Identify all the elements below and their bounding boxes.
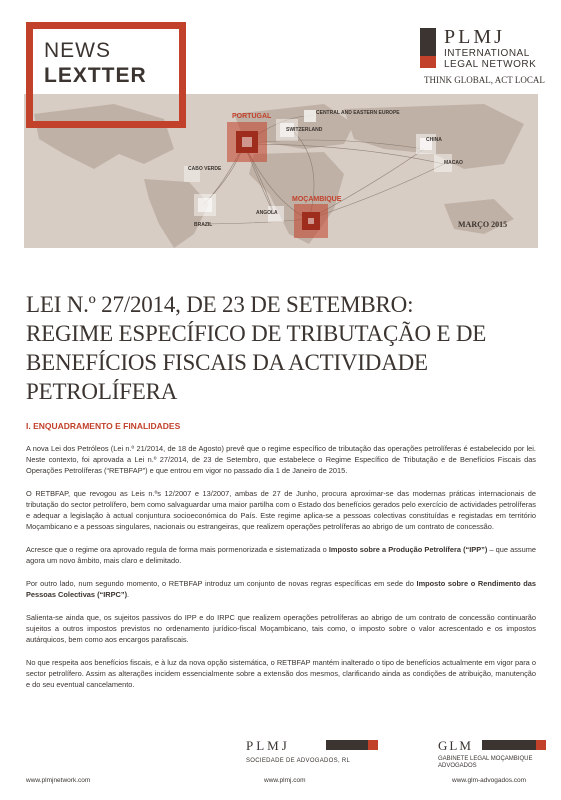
brand-line-legal-network: LEGAL NETWORK [444,59,537,70]
page-title [26,290,546,406]
brand-network [444,48,536,70]
footer-logo-plmj [246,738,350,764]
issue-date: MARÇO 2015 [458,220,508,229]
footer-glm-sub-2: ADVOGADOS [438,763,477,769]
paragraph-5: Salienta-se ainda que, os sujeitos passivos do IPP e do IRPC que realizem operações petrolíferas ao abrigo de um contrato de concessão continuarão sujeitos a outros impostos previstos no ordenamento jurídico-fiscal Moçambicano, tais como, o imposto sobre o valor acrescentado e os impostos autárquicos, bem como aos encargos parafiscais. [26,613,536,644]
map-label-brazil: BRAZIL [194,222,213,228]
map-label-china: CHINA [426,137,442,143]
map-label-angola: ANGOLA [256,210,278,216]
footer-plmj-name: PLMJ [246,738,290,753]
map-label-cabo-verde: CABO VERDE [188,166,222,172]
paragraph-2: O RETBFAP, que revogou as Leis n.ºs 12/2007 e 13/2007, ambas de 27 de Junho, procura aproximar-se das modernas práticas internacionais de tributação do sector petrolífero, bem como salvaguardar uma maior partilha com o Estado dos benefícios gerados pelo exercício de actividades petrolíferas e adequar a legislação à actual conjuntura socioeconómica do País. Este regime aplica-se a pessoas colectivas constituídas e registadas em território Moçambicano e a pessoas singulares, nacionais ou estrangeiras, que realizem operações petrolíferas ao abrigo de um contrato de concessão. [26,489,536,531]
title-line-1: LEI N.º 27/2014, DE 23 DE SETEMBRO: [26,292,414,317]
paragraph-3-tail: – que assume agora um novo âmbito, mais claro e delimitado. [26,545,537,565]
map-label-macao: MACAO [444,160,463,166]
title-line-3: BENEFÍCIOS FISCAIS DA ACTIVIDADE PETROLÍFERA [26,350,428,404]
footer-logo-glm [438,738,532,770]
brand-tagline: THINK GLOBAL, ACT LOCAL [424,75,545,85]
map-label-switzerland: SWITZERLAND [286,127,323,133]
map-label-portugal: PORTUGAL [232,113,272,120]
footer-glm-sub-1: GABINETE LEGAL MOÇAMBIQUE [438,756,533,762]
footer-link-plmjnetwork[interactable]: www.plmjnetwork.com [26,777,91,784]
map-label-mozambique: MOÇAMBIQUE [292,196,342,203]
brand-line-international: INTERNATIONAL [444,48,530,59]
paragraph-3-text: Acresce que o regime ora aprovado regula de forma mais pormenorizada e sistematizada o [26,545,329,554]
map-label-central-europe: CENTRAL AND EASTERN EUROPE [316,110,400,116]
footer-glm-accent-icon [536,740,546,750]
paragraph-4-bold: Imposto sobre o Rendimento das Pessoas Colectivas (“IRPC”) [26,579,537,599]
footer-link-plmj[interactable]: www.plmj.com [264,777,306,784]
brand-name: PLMJ [444,26,505,48]
paragraph-6: No que respeita aos benefícios fiscais, e à luz da nova opção sistemática, o RETBFAP mantém inalterado o tipo de benefícios actualmente em vigor para o sector petrolífero. Assim as alterações incidem essencialmente sobre a extensão dos mesmos, clarificando ainda as condições de atribuição, manutenção e do seu eventual cancelamento. [26,658,536,689]
paragraph-1: A nova Lei dos Petróleos (Lei n.º 21/2014, de 18 de Agosto) prevê que o regime específico de tributação das operações petrolíferas é estabelecido por lei. Neste contexto, foi aprovada a Lei n.º 27/2014, de 23 de Setembro, que estabelece o Regime Específico de Tributação e de Benefícios Fiscais das Operações Petrolíferas (“RETBFAP”) e que entrou em vigor no passado dia 1 de Janeiro de 2015. [26,444,536,475]
article-body [26,443,536,702]
footer-plmj-sub: SOCIEDADE DE ADVOGADOS, RL [246,758,351,764]
title-line-2: REGIME ESPECÍFICO DE TRIBUTAÇÃO E DE [26,321,487,346]
footer-glm-name: GLM [438,738,473,753]
footer-plmj-accent-icon [368,740,378,750]
paragraph-4 [26,578,536,600]
masthead-line-lextter: LEXTTER [44,64,147,87]
footer-link-glm[interactable]: www.glm-advogados.com [452,777,527,784]
masthead [44,38,147,88]
section-heading: I. ENQUADRAMENTO E FINALIDADES [26,421,181,431]
paragraph-3 [26,544,536,566]
paragraph-3-bold: Imposto sobre a Produção Petrolífera (“IPP”) [328,545,488,554]
paragraph-4-text: Por outro lado, num segundo momento, o RETBFAP introduz um conjunto de novas regras específicas em sede do [26,579,417,588]
masthead-line-news: NEWS [44,39,111,62]
logo-mark-accent-icon [420,56,436,68]
paragraph-4-tail: . [127,590,130,599]
